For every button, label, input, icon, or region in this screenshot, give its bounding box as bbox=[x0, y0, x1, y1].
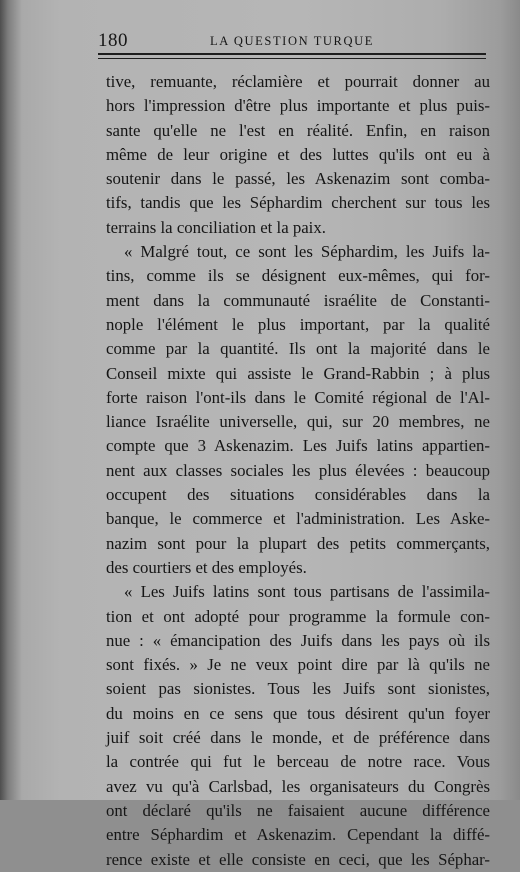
text-line: banque, le commerce et l'administration. Les Aske- bbox=[106, 509, 490, 529]
text-line: occupent des situations considérables dans la bbox=[106, 485, 490, 505]
text-line: nue : « émancipation des Juifs dans les pays où ils bbox=[106, 630, 490, 650]
text-line: terrains la conciliation et la paix. bbox=[106, 217, 326, 237]
text-line: du moins en ce sens que tous désirent qu'un foyer bbox=[106, 703, 490, 723]
text-line: tive, remuante, réclamière et pourrait donner au bbox=[106, 72, 490, 91]
text-line: soutenir dans le passé, les Askenazim sont comba- bbox=[106, 169, 490, 189]
text-line: comme par la quantité. Ils ont la majorité dans le bbox=[106, 339, 490, 359]
text-line: sont fixés. » Je ne veux point dire par là qu'ils ne bbox=[106, 655, 490, 675]
text-line: forte raison l'ont-ils dans le Comité régional de l'Al- bbox=[106, 387, 490, 407]
text-line: la contrée qui fut le berceau de notre race. Vous bbox=[106, 752, 490, 772]
text-line: juif soit créé dans le monde, et de préférence dans bbox=[106, 728, 490, 748]
text-line: nazim sont pour la plupart des petits commerçants, bbox=[106, 533, 490, 553]
body-text bbox=[106, 70, 490, 872]
text-line: ment dans la communauté israélite de Constanti- bbox=[106, 290, 490, 310]
text-line: tion et ont adopté pour programme la formule con- bbox=[106, 606, 490, 626]
text-line: « Malgré tout, ce sont les Séphardim, les Juifs la- bbox=[124, 242, 490, 262]
header-rule-thin bbox=[98, 58, 486, 59]
text-line: liance Israélite universelle, qui, sur 20 membres, ne bbox=[106, 412, 490, 432]
text-line: nople l'élément le plus important, par la qualité bbox=[106, 314, 490, 334]
text-line: Conseil mixte qui assiste le Grand-Rabbin ; à plus bbox=[106, 363, 490, 383]
page-number: 180 bbox=[98, 30, 128, 51]
text-line: ont déclaré qu'ils ne faisaient aucune différence bbox=[106, 800, 490, 820]
text-line: avez vu qu'à Carlsbad, les organisateurs du Congrès bbox=[106, 776, 490, 796]
header-rule-thick bbox=[98, 53, 486, 55]
text-line: entre Séphardim et Askenazim. Cependant la diffé- bbox=[106, 825, 490, 845]
text-line: sante qu'elle ne l'est en réalité. Enfin, en raison bbox=[106, 120, 490, 140]
page-header bbox=[98, 30, 488, 52]
text-line: des courtiers et des employés. bbox=[106, 557, 307, 577]
text-line: « Les Juifs latins sont tous partisans de l'assimila- bbox=[124, 582, 490, 602]
text-line: rence existe et elle consiste en ceci, que les Séphar- bbox=[106, 849, 490, 869]
text-line: tins, comme ils se désignent eux-mêmes, qui for- bbox=[106, 266, 490, 286]
text-line: tifs, tandis que les Séphardim cherchent sur tous les bbox=[106, 193, 490, 213]
text-line: compte que 3 Askenazim. Les Juifs latins appartien- bbox=[106, 436, 490, 456]
text-line: soient pas sionistes. Tous les Juifs sont sionistes, bbox=[106, 679, 490, 699]
running-title: LA QUESTION TURQUE bbox=[210, 34, 374, 48]
text-line: hors l'impression d'être plus importante et plus puis- bbox=[106, 96, 490, 116]
text-line: même de leur origine et des luttes qu'ils ont eu à bbox=[106, 144, 490, 164]
text-line: nent aux classes sociales les plus élevées : beaucoup bbox=[106, 460, 490, 480]
